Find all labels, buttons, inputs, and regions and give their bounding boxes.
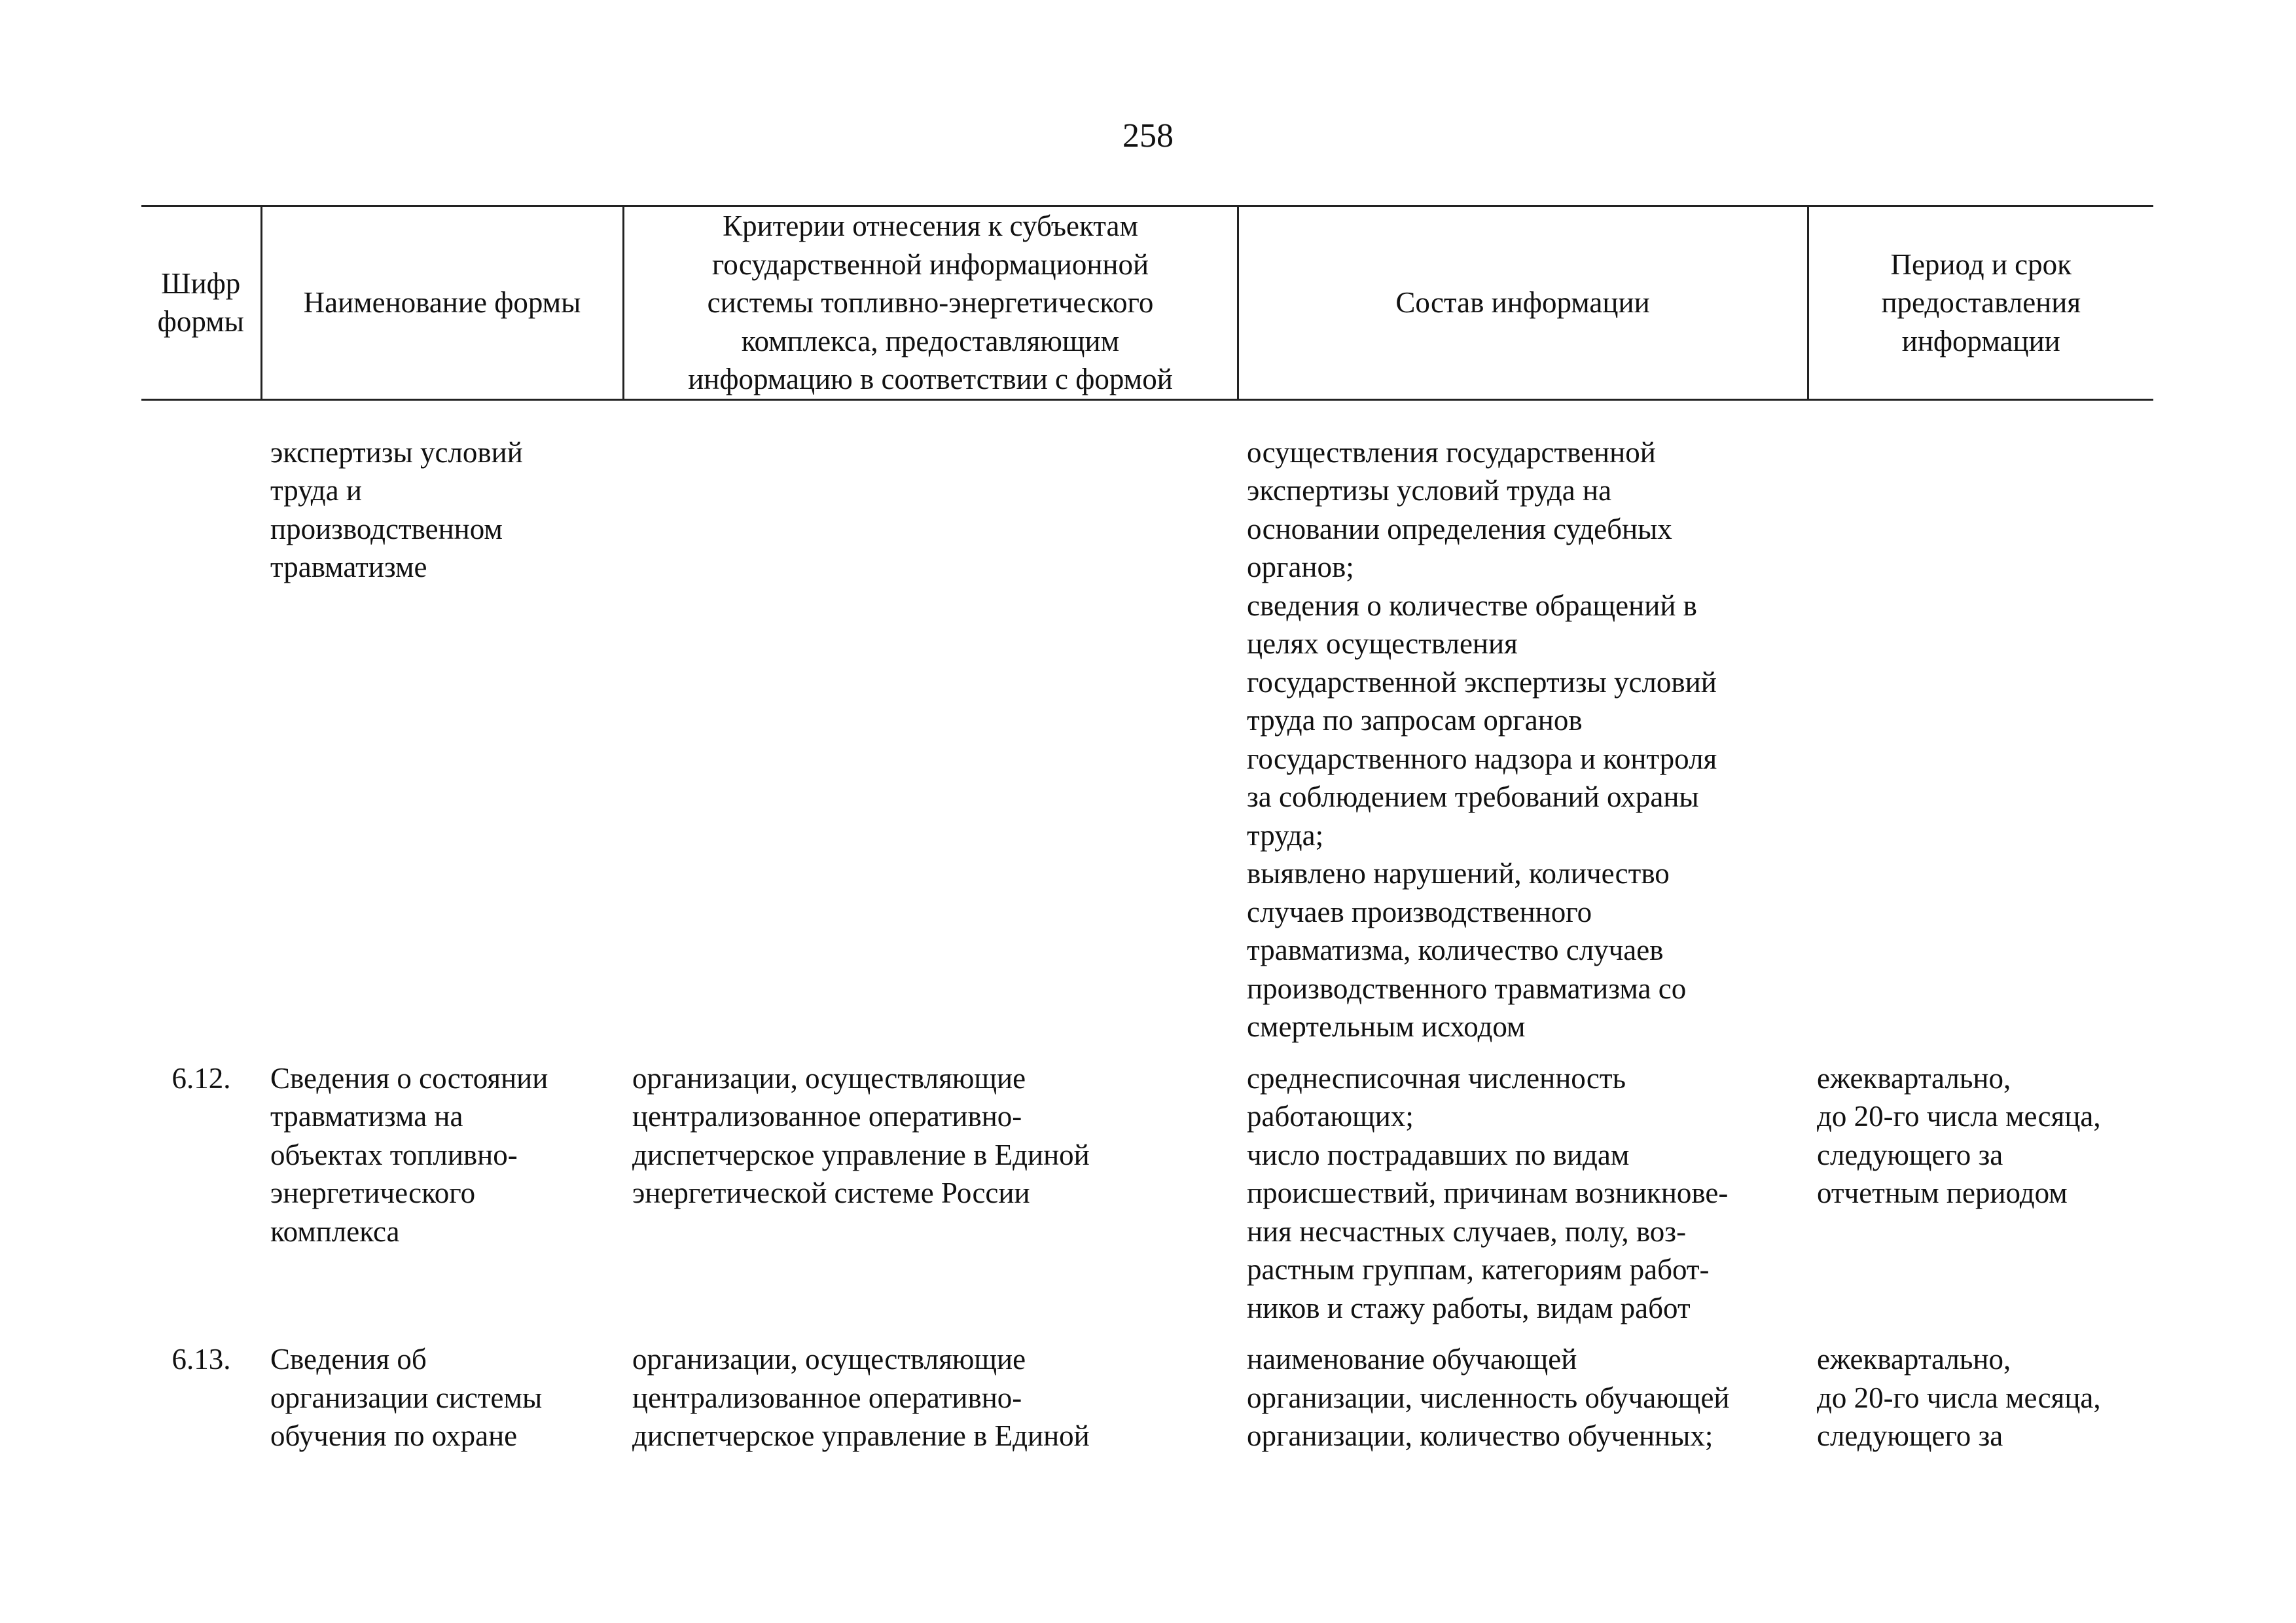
criteria-cell (623, 433, 1238, 1059)
header-row (141, 206, 2153, 400)
form-name-cell: Сведения об организации системы обучения по охране (270, 1343, 543, 1452)
content-cell: наименование обучающей организации, численность обучающей организации, количество обученных; (1247, 1343, 1730, 1452)
form-name-cell: Сведения о состоянии травматизма на объектах топливно- энергетического комплекса (270, 1061, 548, 1248)
criteria-cell: организации, осуществляющие централизованное оперативно- диспетчерское управление в Единой энергетической системе России (632, 1061, 1090, 1209)
table-row (141, 433, 2153, 1059)
period-cell: ежеквартально, до 20-го числа месяца, следующего за (1817, 1343, 2101, 1452)
period-cell (1808, 433, 2153, 1059)
form-name-cell: экспертизы условий труда и производственном травматизме (270, 435, 523, 583)
header-form-code: Шифр формы (141, 206, 261, 400)
forms-table (141, 205, 2153, 1468)
spacer-row (141, 399, 2153, 433)
page-number: 258 (1122, 117, 1174, 155)
period-cell: ежеквартально, до 20-го числа месяца, следующего за отчетным периодом (1817, 1061, 2101, 1209)
form-code-cell: 6.13. (171, 1343, 231, 1376)
table-row (141, 1340, 2153, 1468)
header-content: Состав информации (1238, 206, 1808, 400)
header-form-name: Наименование формы (261, 206, 623, 400)
form-code-cell (141, 433, 261, 1059)
content-cell: осуществления государственной экспертизы условий труда на основании определения судебных органов; сведения о количестве обращений в целях осуществления государственной экспертизы условий труда по запросам органов государственного надзора и контроля за соблюдением требований охраны труда; выявлено нарушений, количество случаев производственного травматизма, количество случаев производственного травматизма со смертельным исходом (1247, 435, 1717, 1043)
table-row (141, 1059, 2153, 1341)
table-body (141, 399, 2153, 1468)
header-criteria: Критерии отнесения к субъектам государственной информационной системы топливно-энергетического комплекса, предоставляющим информацию в соответствии с формой (623, 206, 1238, 400)
form-code-cell: 6.12. (171, 1061, 231, 1095)
content-cell: среднесписочная численность работающих; число пострадавших по видам происшествий, причинам возникнове- ния несчастных случаев, полу, воз- растным группам, категориям работ- ников и стажу работы, видам работ (1247, 1061, 1729, 1324)
criteria-cell: организации, осуществляющие централизованное оперативно- диспетчерское управление в Единой (632, 1343, 1090, 1452)
table-header (141, 206, 2153, 400)
header-period: Период и срок предоставления информации (1808, 206, 2153, 400)
